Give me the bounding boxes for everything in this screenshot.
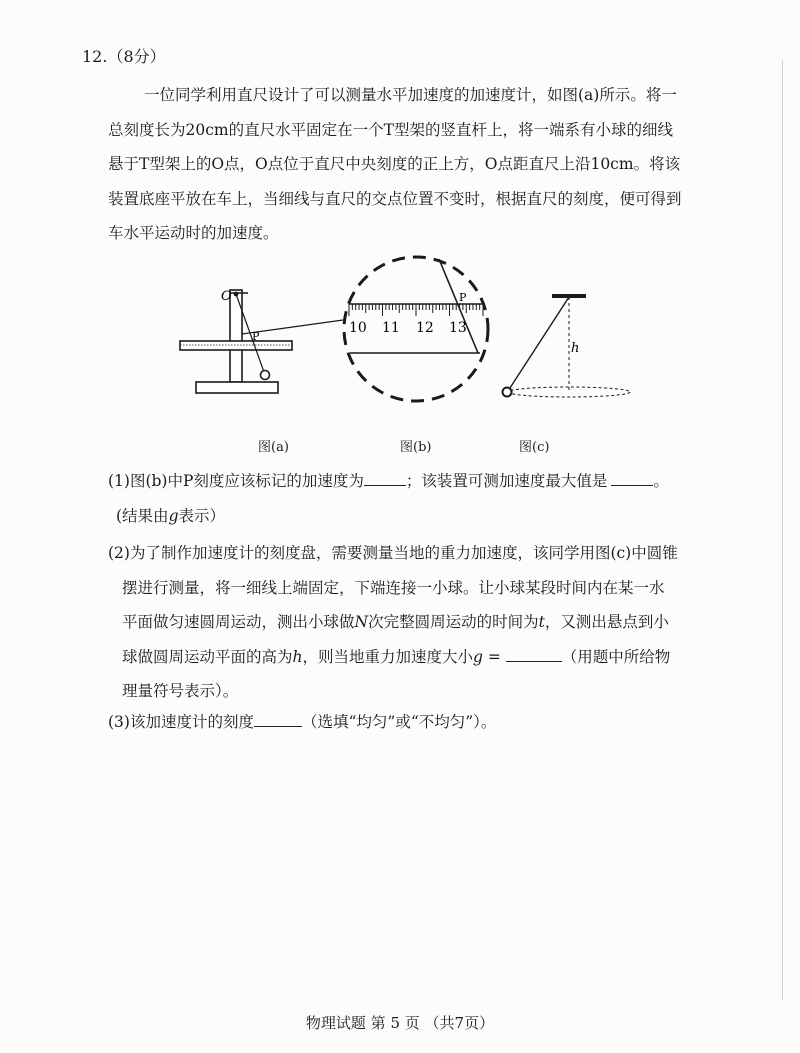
q2-line: 摆进行测量，将一细线上端固定，下端连接一小球。让小球某段时间内在某一水 xyxy=(122,578,665,597)
symbol-n: N xyxy=(354,613,369,631)
question-1 xyxy=(108,464,704,533)
intro-line: 总刻度长为20cm的直尺水平固定在一个T型架的竖直杆上，将一端系有小球的细线 xyxy=(108,120,673,139)
q2-line: (2)为了制作加速度计的刻度盘，需要测量当地的重力加速度，该同学用图(c)中圆锥 xyxy=(108,544,678,562)
intro-line: 车水平运动时的加速度。 xyxy=(108,224,279,242)
tick-label: 10 xyxy=(349,320,367,336)
q2-text: 平面做匀速圆周运动，测出小球做 xyxy=(122,613,355,631)
q2-text: ，则当地重力加速度大小 xyxy=(302,647,474,666)
base xyxy=(196,382,278,393)
intro-line: 一位同学利用直尺设计了可以测量水平加速度的加速度计，如图(a)所示。将一 xyxy=(144,86,677,104)
caption-c: 图(c) xyxy=(519,440,550,455)
q2-text: ，又测出悬点到小 xyxy=(544,613,669,631)
answer-blank-1[interactable] xyxy=(364,467,406,486)
tick-label: 13 xyxy=(449,320,467,336)
q1-text: 表示） xyxy=(178,506,226,525)
vertical-rod xyxy=(230,290,242,382)
ball-a xyxy=(261,371,270,380)
q3-text: (3)该加速度计的刻度 xyxy=(108,713,254,731)
answer-blank-2[interactable] xyxy=(611,467,653,486)
intro-paragraph xyxy=(108,78,708,251)
question-header xyxy=(82,44,166,67)
label-p-b: P xyxy=(459,291,467,304)
answer-blank-4[interactable] xyxy=(254,708,302,727)
ruler-a xyxy=(180,341,292,350)
string-c xyxy=(508,297,569,391)
q3-line xyxy=(108,705,704,740)
q1-text: (结果由 xyxy=(116,506,169,525)
tick-label: 12 xyxy=(416,320,434,336)
q1-text: ；该装置可测加速度最大值是 xyxy=(405,472,608,490)
symbol-g: g xyxy=(473,647,483,666)
q2-text: （用题中所给物 xyxy=(561,647,671,666)
page-edge-line xyxy=(782,60,783,1000)
label-o: O xyxy=(221,289,232,304)
question-3 xyxy=(108,705,704,740)
label-h: h xyxy=(571,341,580,356)
symbol-h: h xyxy=(292,647,303,666)
q2-text: 次完整圆周运动的时间为 xyxy=(368,613,539,631)
figures xyxy=(0,240,800,460)
label-p-a: P xyxy=(252,330,260,343)
q2-line: 理量符号表示）。 xyxy=(122,682,239,700)
tick-label: 11 xyxy=(382,320,400,336)
caption-b: 图(b) xyxy=(400,440,432,455)
question-2 xyxy=(108,536,704,709)
q1-line xyxy=(108,499,704,534)
q2-line xyxy=(108,640,704,675)
q1-text: (1)图(b)中P刻度应该标记的加速度为 xyxy=(108,472,364,490)
string-b xyxy=(439,259,478,353)
q3-text: （选填“均匀”或“不均匀”）。 xyxy=(301,713,497,731)
q2-text: = xyxy=(482,647,506,666)
q1-line xyxy=(108,464,704,499)
caption-a: 图(a) xyxy=(258,440,289,455)
ball-c xyxy=(503,388,512,397)
question-points: （8分） xyxy=(107,47,166,66)
symbol-g: g xyxy=(168,506,179,525)
q1-text: 。 xyxy=(653,472,669,490)
q2-text: 球做圆周运动平面的高为 xyxy=(122,647,293,666)
symbol-t: t xyxy=(538,613,545,631)
q2-line xyxy=(108,605,704,640)
question-number: 12. xyxy=(82,47,108,66)
figure-a xyxy=(180,290,343,393)
intro-line: 悬于T型架上的O点，O点位于直尺中央刻度的正上方，O点距直尺上沿10cm。将该 xyxy=(108,155,681,173)
figure-c xyxy=(503,296,631,397)
answer-blank-3[interactable] xyxy=(506,643,562,662)
page-footer: 物理试题 第 5 页 （共7页） xyxy=(305,1014,495,1032)
intro-line: 装置底座平放在车上，当细线与直尺的交点位置不变时，根据直尺的刻度，便可得到 xyxy=(108,189,682,208)
